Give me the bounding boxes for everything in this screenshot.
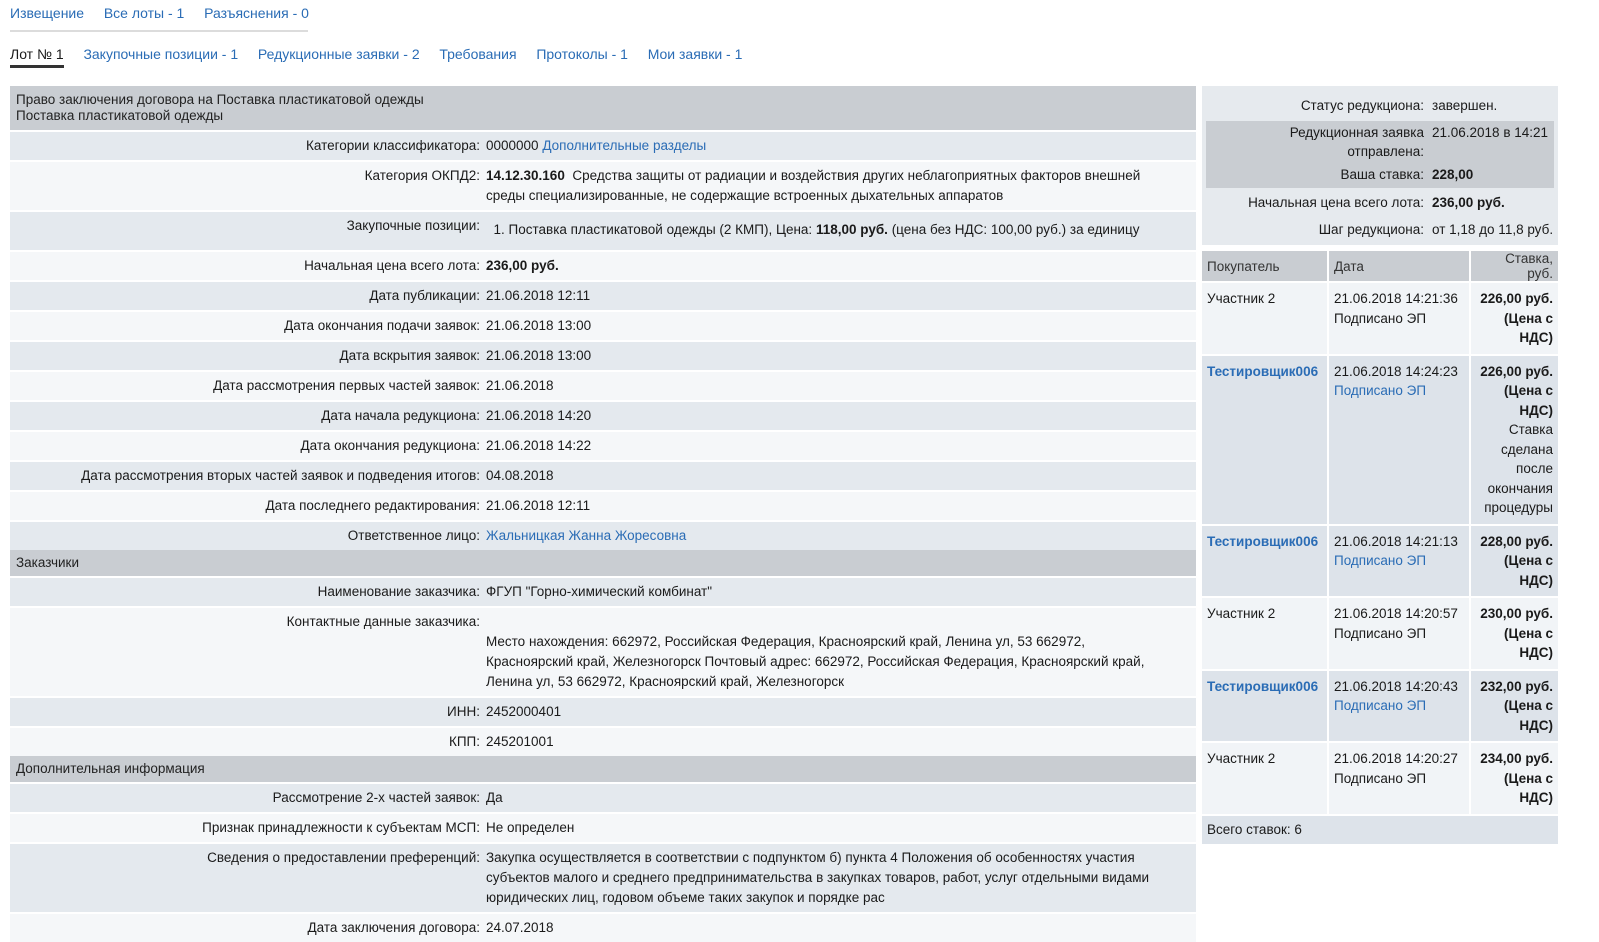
bid-date: 21.06.2018 14:24:23	[1334, 363, 1458, 379]
status-label: Статус редукциона:	[1300, 98, 1424, 113]
lot-tabs	[10, 44, 758, 68]
contract-date-value: 24.07.2018	[486, 920, 554, 935]
bid-vat: (Цена с НДС)	[1504, 625, 1553, 660]
lot-title-line1: Право заключения договора на Поставка пластикатовой одежды	[16, 92, 424, 107]
bid-buyer-link[interactable]: Тестировщик006	[1207, 533, 1319, 549]
detail-row	[10, 130, 1196, 160]
bid-vat: (Цена с НДС)	[1504, 553, 1553, 588]
detail-row	[10, 280, 1196, 310]
bid-sent-label: Редукционная заявка отправлена:	[1289, 125, 1424, 159]
bid-buyer: Участник 2	[1202, 597, 1328, 670]
tab-reduction-bids[interactable]: Редукционные заявки - 2	[257, 46, 420, 62]
my-bid-box	[1206, 121, 1554, 188]
customer-name-value: ФГУП "Горно-химический комбинат"	[486, 584, 713, 599]
detail-row	[10, 782, 1196, 812]
bid-price: 232,00 руб.	[1480, 678, 1553, 694]
bid-date: 21.06.2018 14:20:57	[1334, 606, 1458, 621]
bid-vat: (Цена с НДС)	[1504, 698, 1553, 733]
bid-signed-link[interactable]: Подписано ЭП	[1334, 383, 1427, 398]
detail-row	[10, 160, 1196, 210]
red-end-value: 21.06.2018 14:22	[486, 438, 592, 453]
bid-price: 228,00 руб.	[1480, 533, 1553, 549]
detail-row	[10, 520, 1196, 550]
review-second-parts-label: Рассмотрение 2-х частей заявок:	[272, 790, 480, 805]
bid-buyer-link[interactable]: Тестировщик006	[1207, 363, 1319, 379]
reduction-status-box	[1202, 86, 1558, 245]
first-parts-value: 21.06.2018	[486, 378, 554, 393]
detail-row	[10, 912, 1196, 942]
okpd-label: Категория ОКПД2:	[364, 168, 480, 183]
nav-all-lots-link[interactable]: Все лоты - 1	[103, 5, 185, 21]
table-row	[1202, 525, 1558, 598]
table-row	[1202, 597, 1558, 670]
second-parts-value: 04.08.2018	[486, 468, 554, 483]
msp-value: Не определен	[486, 820, 575, 835]
contract-date-label: Дата заключения договора:	[307, 920, 480, 935]
customer-contacts-value: Место нахождения: 662972, Российская Федерация, Красноярский край, Ленина ул, 53 662972, Красноярский край, Железногорск Почтовый адрес: 662972, Российская Федерация, Красноярский край, Ленина ул, 53 662972, Красноярский край, Железногорск	[486, 634, 1145, 689]
bid-date: 21.06.2018 14:21:13	[1334, 533, 1458, 549]
classifier-label: Категории классификатора:	[306, 138, 480, 153]
bid-price: 230,00 руб.	[1480, 606, 1553, 621]
detail-row	[10, 340, 1196, 370]
second-parts-label: Дата рассмотрения вторых частей заявок и подведения итогов:	[81, 468, 480, 483]
bid-signed: Подписано ЭП	[1334, 625, 1427, 641]
responsible-label: Ответственное лицо:	[347, 528, 480, 543]
bid-late-note: Ставка сделана после окончания процедуры	[1484, 422, 1553, 515]
bid-buyer: Участник 2	[1202, 742, 1328, 814]
classifier-link[interactable]: Дополнительные разделы	[542, 138, 707, 153]
detail-row	[10, 400, 1196, 430]
positions-price: 118,00 руб.	[815, 222, 888, 237]
detail-row	[10, 696, 1196, 726]
col-price-header: Ставка, руб.	[1470, 251, 1558, 282]
bid-vat: (Цена с НДС)	[1504, 770, 1553, 805]
customer-contacts-label: Контактные данные заказчика:	[286, 614, 480, 629]
reduction-step-value: от 1,18 до 11,8 руб.	[1432, 222, 1554, 237]
bid-signed: Подписано ЭП	[1334, 310, 1427, 326]
start-price-label: Начальная цена всего лота:	[304, 258, 480, 273]
pub-date-label: Дата публикации:	[369, 288, 480, 303]
preferences-value: Закупка осуществляется в соответствии с подпунктом б) пункта 4 Положения об особенностях участия субъектов малого и среднего предпринимательства в закупках товаров, работ, услуг отдельными видами юридических лиц, годовом объеме таких закупок и порядке рас	[486, 850, 1150, 905]
bid-buyer-link[interactable]: Тестировщик006	[1207, 678, 1319, 694]
reduction-panel	[1202, 86, 1558, 844]
nav-notice-link[interactable]: Извещение	[10, 5, 85, 21]
positions-vat: (цена без НДС: 100,00 руб.) за единицу	[891, 222, 1140, 237]
positions-label: Закупочные позиции:	[346, 218, 480, 233]
detail-row	[10, 210, 1196, 250]
lot-start-price-value: 236,00 руб.	[1432, 195, 1505, 210]
tab-requirements[interactable]: Требования	[439, 46, 517, 62]
tab-purchase-positions[interactable]: Закупочные позиции - 1	[83, 46, 239, 62]
lot-title-line2: Поставка пластикатовой одежды	[16, 108, 224, 123]
table-row	[1202, 355, 1558, 525]
positions-text: 1. Поставка пластикатовой одежды (2 КМП), Цена:	[493, 222, 813, 237]
review-second-parts-value: Да	[486, 790, 503, 805]
tab-my-bids[interactable]: Мои заявки - 1	[647, 46, 743, 62]
start-price-value: 236,00 руб.	[486, 258, 559, 273]
detail-row	[10, 812, 1196, 842]
bid-sent-value: 21.06.2018 в 14:21	[1432, 125, 1549, 140]
customers-section-header: Заказчики	[10, 550, 1196, 576]
detail-row	[10, 726, 1196, 756]
okpd-text: Средства защиты от радиации и воздействия других неблагоприятных факторов внешней среды специализированные, не содержащие встроенных дыхательных аппаратов	[486, 168, 1141, 203]
bid-price: 234,00 руб.	[1480, 751, 1553, 766]
col-date-header: Дата	[1328, 251, 1470, 282]
reduction-step-label: Шаг редукциона:	[1318, 222, 1424, 237]
detail-row	[10, 430, 1196, 460]
table-row	[1202, 670, 1558, 743]
bid-vat: (Цена с НДС)	[1504, 310, 1553, 345]
detail-row	[10, 606, 1196, 696]
table-row	[1202, 282, 1558, 355]
msp-label: Признак принадлежности к субъектам МСП:	[202, 820, 480, 835]
kpp-label: КПП:	[448, 734, 480, 749]
detail-row	[10, 842, 1196, 912]
bid-signed: Подписано ЭП	[1334, 770, 1427, 786]
customer-name-label: Наименование заказчика:	[317, 584, 480, 599]
bid-signed-link[interactable]: Подписано ЭП	[1334, 698, 1427, 713]
inn-value: 2452000401	[486, 704, 562, 719]
bid-date: 21.06.2018 14:21:36	[1334, 291, 1458, 306]
kpp-value: 245201001	[486, 734, 554, 749]
lot-details-panel	[10, 86, 1196, 942]
red-start-value: 21.06.2018 14:20	[486, 408, 592, 423]
bid-price: 226,00 руб.	[1480, 291, 1553, 306]
bid-buyer: Участник 2	[1202, 282, 1328, 355]
open-value: 21.06.2018 13:00	[486, 348, 592, 363]
red-start-label: Дата начала редукциона:	[321, 408, 480, 423]
pub-date-value: 21.06.2018 12:11	[486, 288, 591, 303]
bid-price: 226,00 руб.	[1480, 363, 1553, 379]
bid-signed-link[interactable]: Подписано ЭП	[1334, 553, 1427, 568]
responsible-person-link[interactable]: Жальницкая Жанна Жоресовна	[486, 528, 687, 543]
last-edit-value: 21.06.2018 12:11	[486, 498, 591, 513]
nav-clarifications-link[interactable]: Разъяснения - 0	[204, 5, 309, 21]
extra-info-section-header: Дополнительная информация	[10, 756, 1196, 782]
okpd-code: 14.12.30.160	[486, 168, 565, 183]
bid-vat: (Цена с НДС)	[1504, 383, 1553, 418]
my-bid-label: Ваша ставка:	[1340, 167, 1424, 182]
detail-row	[10, 250, 1196, 280]
tab-lot-1[interactable]: Лот № 1	[10, 44, 64, 68]
bids-total: Всего ставок: 6	[1202, 814, 1558, 844]
detail-row	[10, 460, 1196, 490]
detail-row	[10, 370, 1196, 400]
tab-protocols[interactable]: Протоколы - 1	[536, 46, 628, 62]
bid-date: 21.06.2018 14:20:27	[1334, 751, 1458, 766]
lot-start-price-label: Начальная цена всего лота:	[1248, 195, 1424, 210]
preferences-label: Сведения о предоставлении преференций:	[207, 850, 480, 865]
end-sub-label: Дата окончания подачи заявок:	[284, 318, 480, 333]
red-end-label: Дата окончания редукциона:	[300, 438, 480, 453]
classifier-code: 0000000	[486, 138, 539, 153]
my-bid-value: 228,00	[1432, 167, 1474, 182]
open-label: Дата вскрытия заявок:	[339, 348, 480, 363]
detail-row	[10, 310, 1196, 340]
lot-title	[10, 86, 1196, 130]
inn-label: ИНН:	[447, 704, 480, 719]
bid-date: 21.06.2018 14:20:43	[1334, 678, 1458, 694]
last-edit-label: Дата последнего редактирования:	[265, 498, 480, 513]
end-sub-value: 21.06.2018 13:00	[486, 318, 592, 333]
top-navigation	[10, 4, 308, 32]
col-buyer-header: Покупатель	[1202, 251, 1328, 282]
bids-table	[1202, 251, 1558, 814]
table-row	[1202, 742, 1558, 814]
first-parts-label: Дата рассмотрения первых частей заявок:	[213, 378, 480, 393]
status-value: завершен.	[1432, 98, 1498, 113]
detail-row	[10, 576, 1196, 606]
detail-row	[10, 490, 1196, 520]
